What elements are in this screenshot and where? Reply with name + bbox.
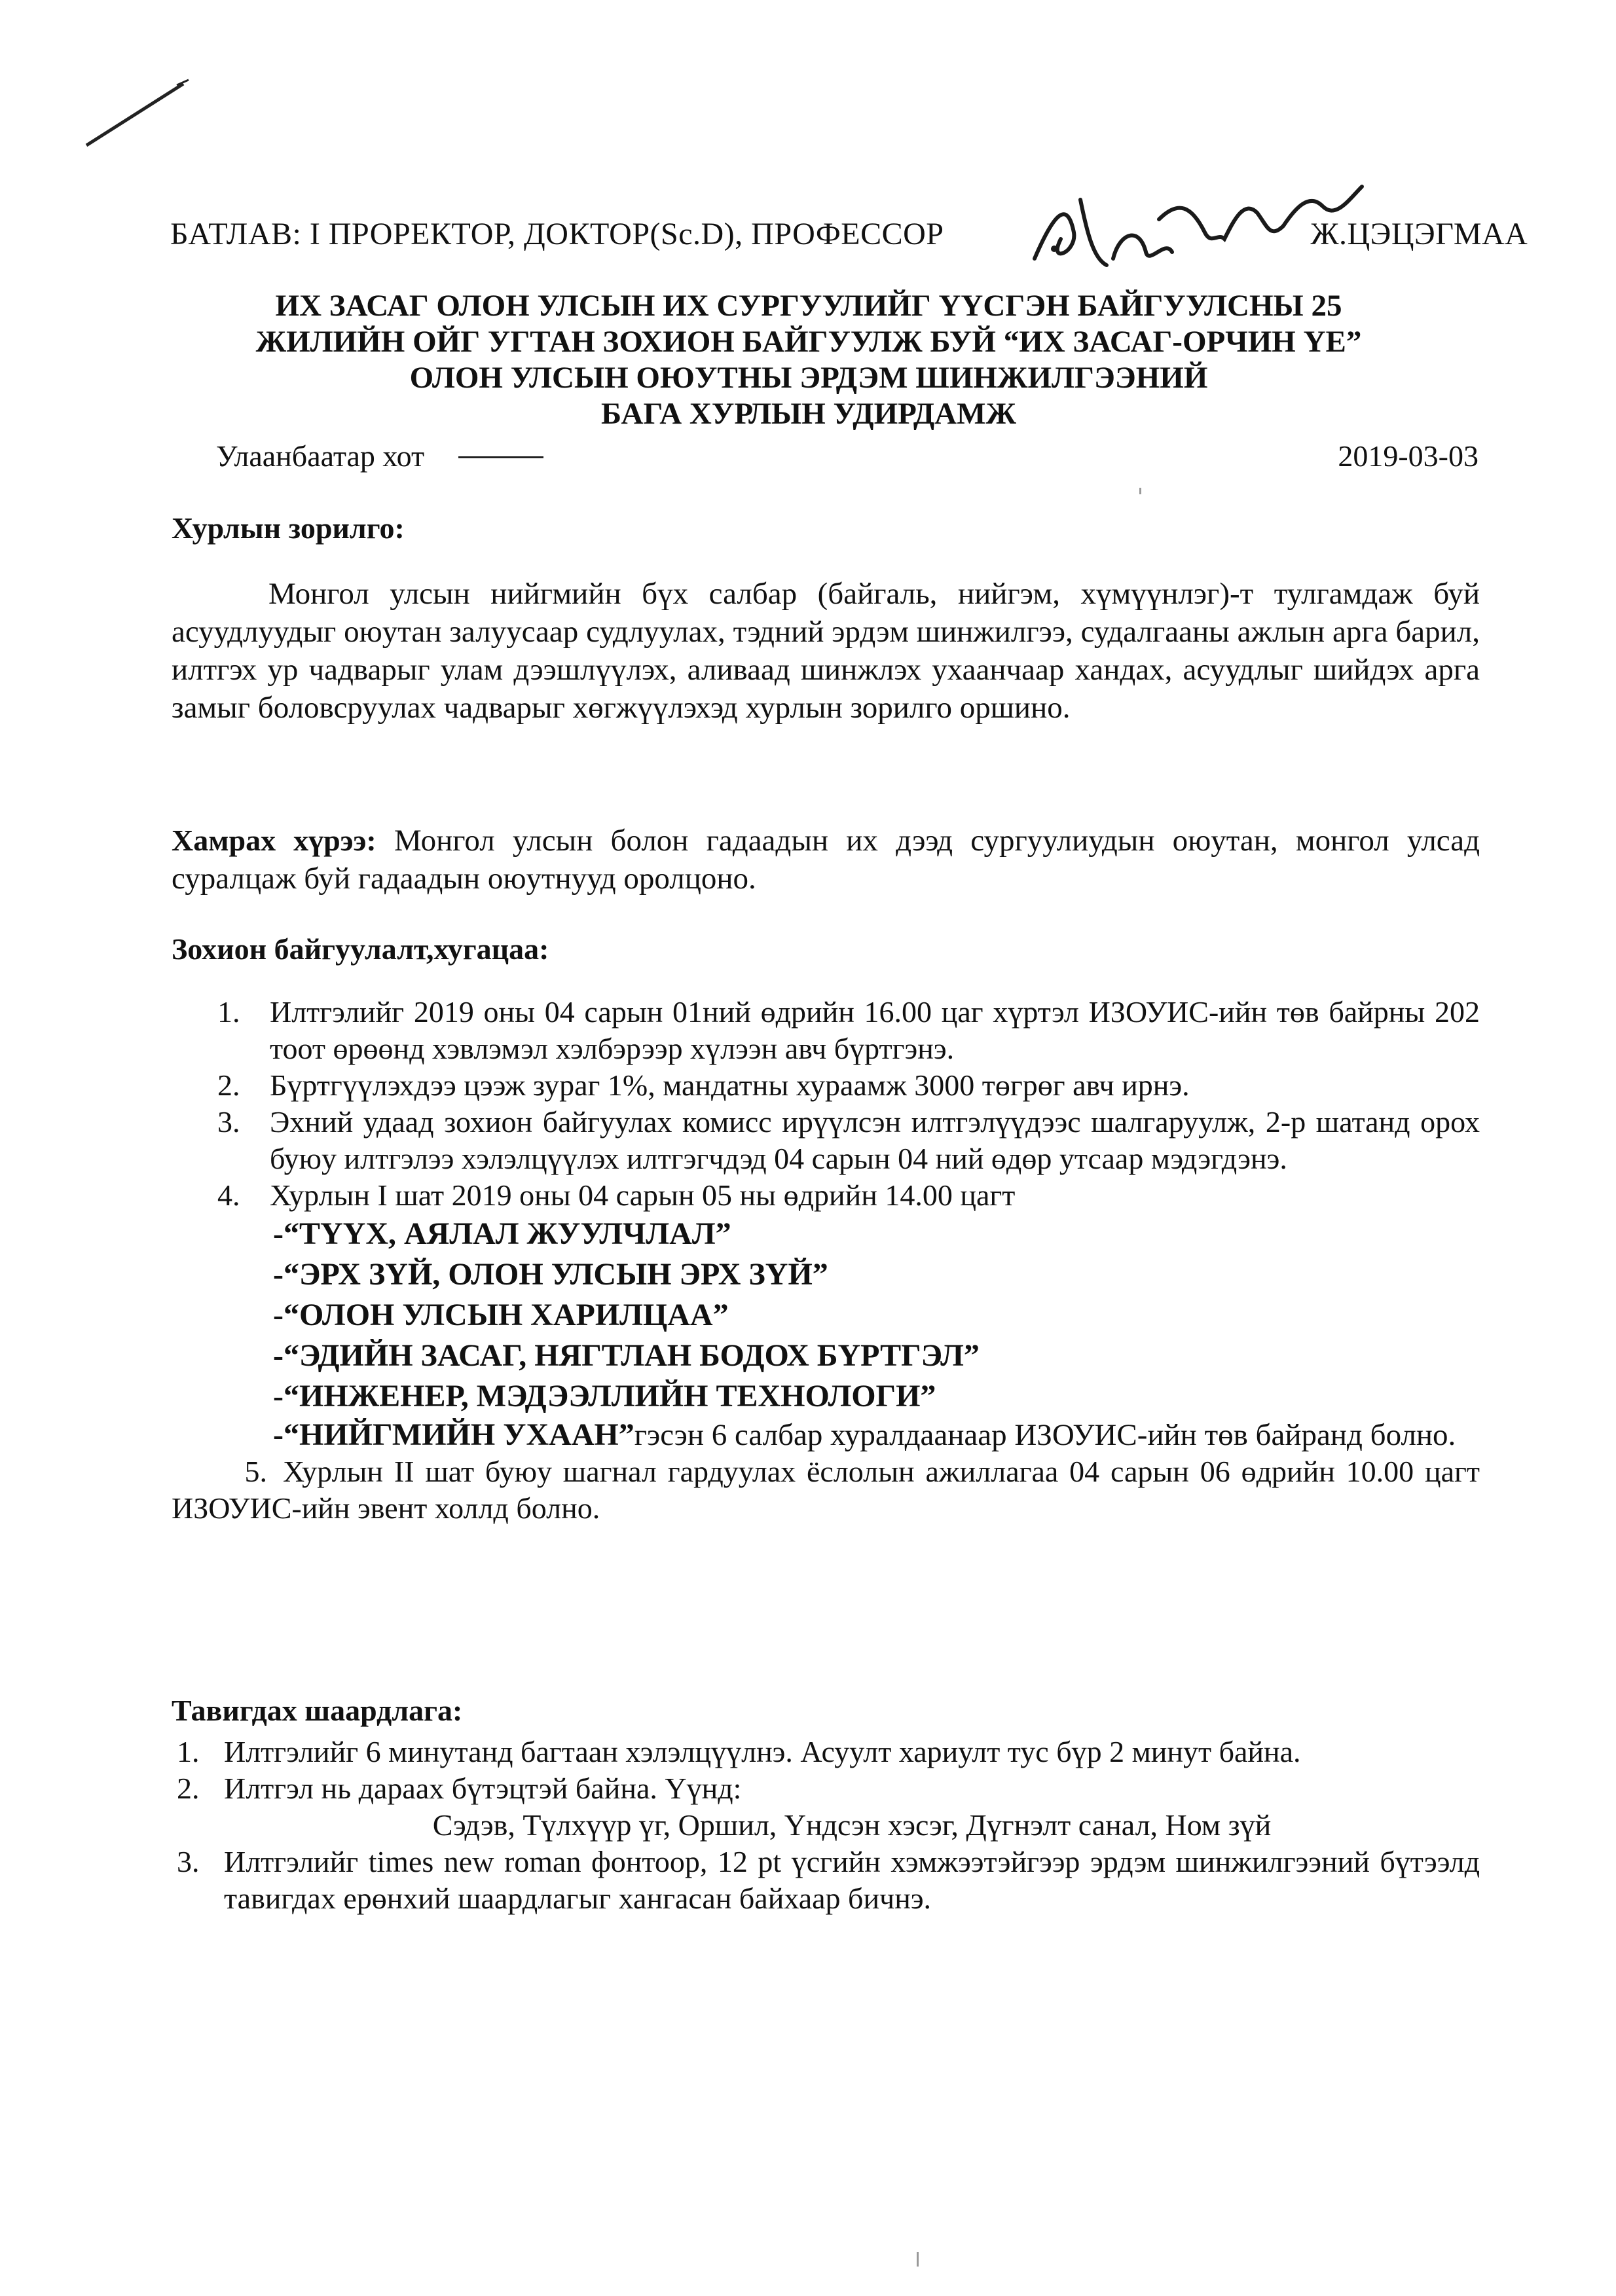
scope-text: Монгол улсын болон гадаадын их дээд сургуулиудын оюутан, монгол улсад суралцаж буй гадаадын оюутнууд оролцоно.	[172, 824, 1480, 896]
structure-list: Сэдэв, Түлхүүр үг, Оршил, Үндсэн хэсэг, Дүгнэлт санал, Ном зүй	[432, 1808, 1272, 1842]
section-name: -“ЭРХ ЗҮЙ, ОЛОН УЛСЫН ЭРХ ЗҮЙ”	[273, 1257, 828, 1292]
title-line-4: БАГА ХУРЛЫН УДИРДАМЖ	[601, 397, 1016, 431]
section-name: -“ОЛОН УЛСЫН ХАРИЛЦАА”	[273, 1298, 729, 1332]
handwritten-signature	[1008, 160, 1375, 285]
document-date: 2019-03-03	[1338, 439, 1478, 473]
place: Улаанбаатар хот	[216, 439, 425, 473]
section-name: -“ТҮҮХ, АЯЛАЛ ЖУУЛЧЛАЛ”	[273, 1216, 731, 1251]
list-item: 5. Хурлын II шат буюу шагнал гардуулах ёслолын ажиллагаа 04 сарын 06 өдрийн 10.00 цагт ИЗОУИС-ийн эвент холлд болно.	[172, 1455, 1480, 1525]
document-title	[170, 288, 1447, 432]
title-line-1: ИХ ЗАСАГ ОЛОН УЛСЫН ИХ СУРГУУЛИЙГ ҮҮСГЭН БАЙГУУЛСНЫ 25	[275, 289, 1342, 323]
organization-list	[172, 994, 1480, 1527]
requirements-list	[172, 1734, 1480, 1917]
list-item: 3. Илтгэлийг times new roman фонтоор, 12 pt үсгийн хэмжээтэйгээр эрдэм шинжилгээний бүтээлд тавигдах ерөнхий шаардлагыг хангасан байхаар бичнэ.	[177, 1845, 1480, 1915]
list-item: 1. Илтгэлийг 6 минутанд багтаан хэлэлцүүлнэ. Асуулт хариулт тус бүр 2 минут байна.	[177, 1735, 1301, 1768]
list-item: 3. Эхний удаад зохион байгуулах комисс ирүүлсэн илтгэлүүдээс шалгаруулж, 2-р шатанд орох буюу илтгэлээ хэлэлцүүлэх илтгэгчдэд 04 сарын 04 ний өдөр утсаар мэдэгдэнэ.	[217, 1105, 1480, 1175]
title-line-3: ОЛОН УЛСЫН ОЮУТНЫ ЭРДЭМ ШИНЖИЛГЭЭНИЙ	[409, 361, 1208, 395]
section-name: -“ЭДИЙН ЗАСАГ, НЯГТЛАН БОДОХ БҮРТГЭЛ”	[273, 1338, 980, 1373]
list-item: 2. Бүртгүүлэхдээ цээж зураг 1%, мандатны хураамж 3000 төгрөг авч ирнэ.	[217, 1068, 1190, 1102]
scope-label: Хамрах хүрээ:	[172, 824, 376, 857]
requirements-heading: Тавигдах шаардлага:	[172, 1694, 463, 1727]
section-name: -“НИЙГМИЙН УХААН”	[273, 1417, 634, 1452]
list-item: 2. Илтгэл нь дараах бүтэцтэй байна. Үүнд:	[177, 1772, 742, 1805]
pen-stroke-mark	[79, 65, 196, 157]
goal-paragraph: Монгол улсын нийгмийн бүх салбар (байгаль, нийгэм, хүмүүнлэг)-т тулгамдаж буй асуудлуудыг оюутан залуусаар судлуулах, тэдний эрдэм шинжилгээ, судалгааны ажлын арга барил, илтгэх ур чадварыг улам дээшлүүлэх, аливаад шинжлэх ухаанчаар хандах, асуудлыг шийдэх арга замыг боловсруулах чадварыг хөгжүүлэхэд хурлын зорилго оршино.	[172, 577, 1480, 725]
list-item: 4. Хурлын I шат 2019 оны 04 сарын 05 ны өдрийн 14.00 цагт	[217, 1178, 1016, 1212]
dash-line	[458, 456, 543, 458]
organization-heading: Зохион байгуулалт,хугацаа:	[172, 932, 549, 966]
approval-title: БАТЛАВ: I ПРОРЕКТОР, ДОКТОР(Sc.D), ПРОФЕССОР	[170, 217, 944, 251]
scan-speck	[1139, 488, 1141, 494]
scope-paragraph	[172, 822, 1480, 898]
approver-name: Ж.ЦЭЦЭГМАА	[1310, 217, 1528, 251]
last-section-line: -“НИЙГМИЙН УХААН”гэсэн 6 салбар хуралдаанаар ИЗОУИС-ийн төв байранд болно.	[273, 1417, 1456, 1452]
goal-heading: Хурлын зорилго:	[172, 511, 405, 545]
list-item: 1. Илтгэлийг 2019 оны 04 сарын 01ний өдрийн 16.00 цаг хүртэл ИЗОУИС-ийн төв байрны 202 тоот өрөөнд хэвлэмэл хэлбэрээр хүлээн авч бүртгэнэ.	[217, 995, 1480, 1065]
title-line-2: ЖИЛИЙН ОЙГ УГТАН ЗОХИОН БАЙГУУЛЖ БУЙ “ИХ ЗАСАГ-ОРЧИН ҮЕ”	[255, 325, 1362, 359]
scan-speck	[917, 2252, 919, 2267]
section-name: -“ИНЖЕНЕР, МЭДЭЭЛЛИЙН ТЕХНОЛОГИ”	[273, 1379, 936, 1413]
